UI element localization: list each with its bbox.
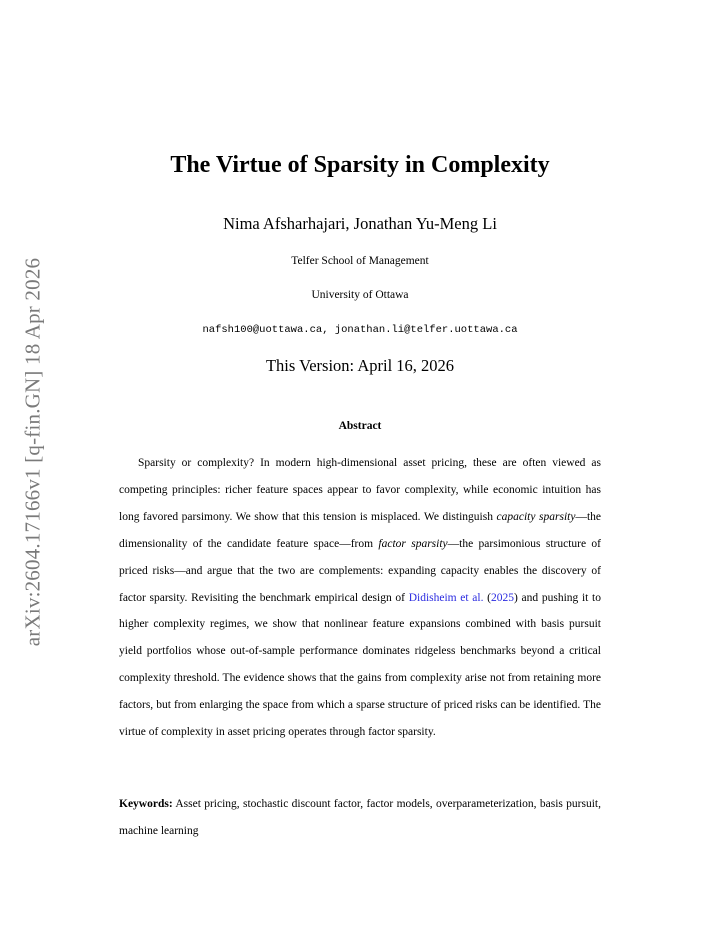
version-date: This Version: April 16, 2026 [265, 356, 455, 375]
abstract-heading: Abstract [338, 420, 382, 432]
keywords-list: Asset pricing, stochastic discount factor, factor models, overparameterization, basis pursuit, machine learning [119, 798, 601, 837]
paper-title: The Virtue of Sparsity in Complexity [170, 152, 550, 178]
term-capacity-sparsity: capacity sparsity [496, 510, 576, 523]
citation-link-year[interactable]: 2025 [491, 591, 515, 604]
arxiv-identifier: arXiv:2604.17166v1 [q-fin.GN] 18 Apr 2026 [20, 257, 45, 647]
term-factor-sparsity: factor sparsity [378, 537, 448, 550]
author-emails: nafsh100@uottawa.ca, jonathan.li@telfer.uottawa.ca [202, 324, 518, 336]
affiliation-university: University of Ottawa [311, 289, 409, 301]
author-list: Nima Afsharhajari, Jonathan Yu-Meng Li [223, 214, 497, 233]
keywords-label: Keywords: [119, 798, 173, 810]
citation-link-author[interactable]: Didisheim et al. [408, 591, 484, 604]
keywords [119, 791, 601, 845]
abstract-text: Sparsity or complexity? In modern high-dimensional asset pricing, these are often viewed as competing principles: richer feature spaces appear to favor complexity, while economic intuition has long favored parsimony. We show that this tension is misplaced. We distinguish capacity sparsity—the dimensionality of the candidate feature space—from factor sparsity—the parsimonious structure of priced risks—and argue that the two are complements: expanding capacity enables the discovery of factor sparsity. Revisiting the benchmark empirical design of Didisheim et al. (2025) and pushing it to higher complexity regimes, we show that nonlinear feature expansions combined with basis pursuit yield portfolios whose out-of-sample performance dominates ridgeless benchmarks beyond a critical complexity threshold. The evidence shows that the gains from complexity arise not from retaining more factors, but from enlarging the space from which a sparse structure of priced risks can be identified. The virtue of complexity in asset pricing operates through factor sparsity. [119, 457, 602, 739]
affiliation-school: Telfer School of Management [291, 255, 429, 267]
